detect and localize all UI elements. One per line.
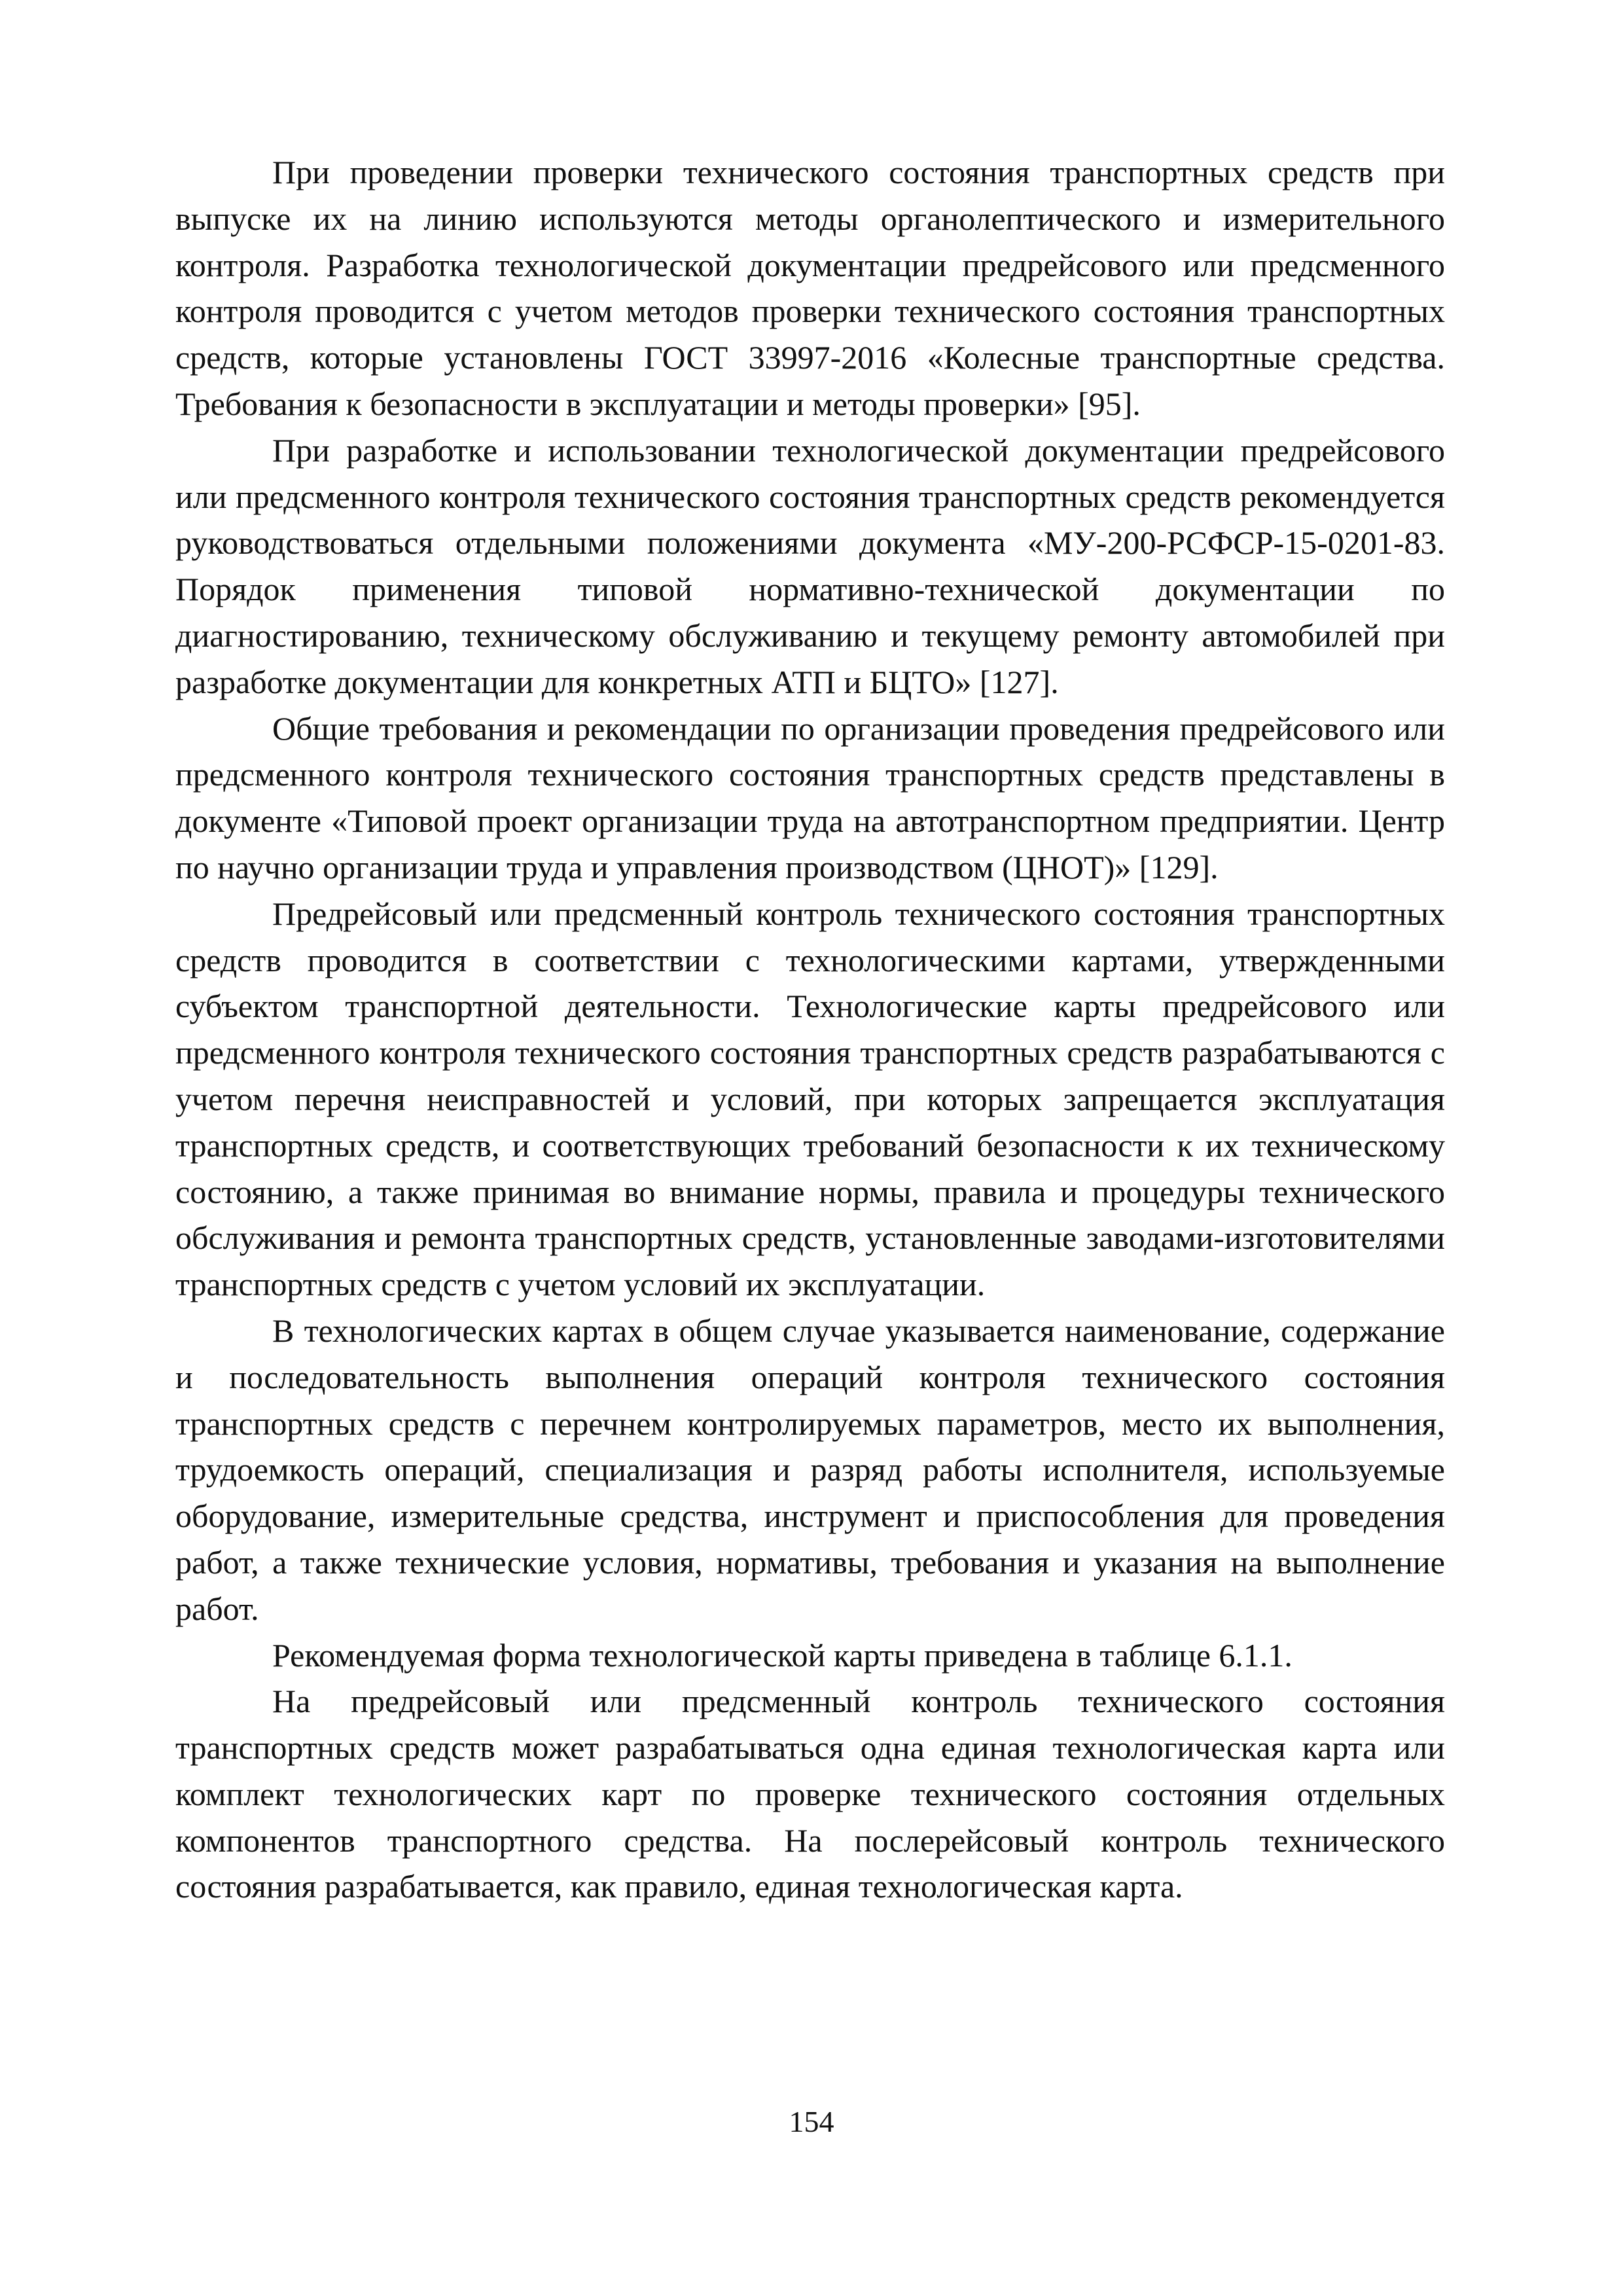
paragraph-6: Рекомендуемая форма технологической карты приведена в таблице 6.1.1.	[272, 1636, 1293, 1674]
paragraph-1: При проведении проверки технического состояния транспортных средств при выпуске их на линию используются методы органолептического и измерительного контроля. Разработка технологической документации предрейсового или предсменного контроля проводится с учетом методов проверки технического состояния транспортных средств, которые установлены ГОСТ 33997-2016 «Колесные транспортные средства. Требования к безопасности в эксплуатации и методы проверки» [95].	[175, 154, 1445, 422]
paragraph-4: Предрейсовый или предсменный контроль технического состояния транспортных средств проводится в соответствии с технологическими картами, утвержденными субъектом транспортной деятельности. Технологические карты предрейсового или предсменного контроля технического состояния транспортных средств разрабатываются с учетом перечня неисправностей и условий, при которых запрещается эксплуатация транспортных средств, и соответствующих требований безопасности к их техническому состоянию, а также принимая во внимание нормы, правила и процедуры технического обслуживания и ремонта транспортных средств, установленные заводами-изготовителями транспортных средств с учетом условий их эксплуатации.	[175, 895, 1445, 1303]
paragraph-2: При разработке и использовании технологической документации предрейсового или предсменного контроля технического состояния транспортных средств рекомендуется руководствоваться отдельными положениями документа «МУ-200-РСФСР-15-0201-83. Порядок применения типовой нормативно-технической документации по диагностированию, техническому обслуживанию и текущему ремонту автомобилей при разработке документации для конкретных АТП и БЦТО» [127].	[175, 431, 1445, 700]
paragraph-3: Общие требования и рекомендации по организации проведения предрейсового или предсменного контроля технического состояния транспортных средств представлены в документе «Типовой проект организации труда на автотранспортном предприятии. Центр по научно организации труда и управления производством (ЦНОТ)» [129].	[175, 709, 1445, 886]
paragraph-5: В технологических картах в общем случае указывается наименование, содержание и последовательность выполнения операций контроля технического состояния транспортных средств с перечнем контролируемых параметров, место их выполнения, трудоемкость операций, специализация и разряд работы исполнителя, используемые оборудование, измерительные средства, инструмент и приспособления для проведения работ, а также технические условия, нормативы, требования и указания на выполнение работ.	[175, 1312, 1445, 1627]
paragraph-7: На предрейсовый или предсменный контроль технического состояния транспортных средств может разрабатываться одна единая технологическая карта или комплект технологических карт по проверке технического состояния отдельных компонентов транспортного средства. На послерейсовый контроль технического состояния разрабатывается, как правило, единая технологическая карта.	[175, 1683, 1445, 1905]
page-number: 154	[789, 2105, 834, 2138]
body-text	[175, 149, 1445, 1910]
